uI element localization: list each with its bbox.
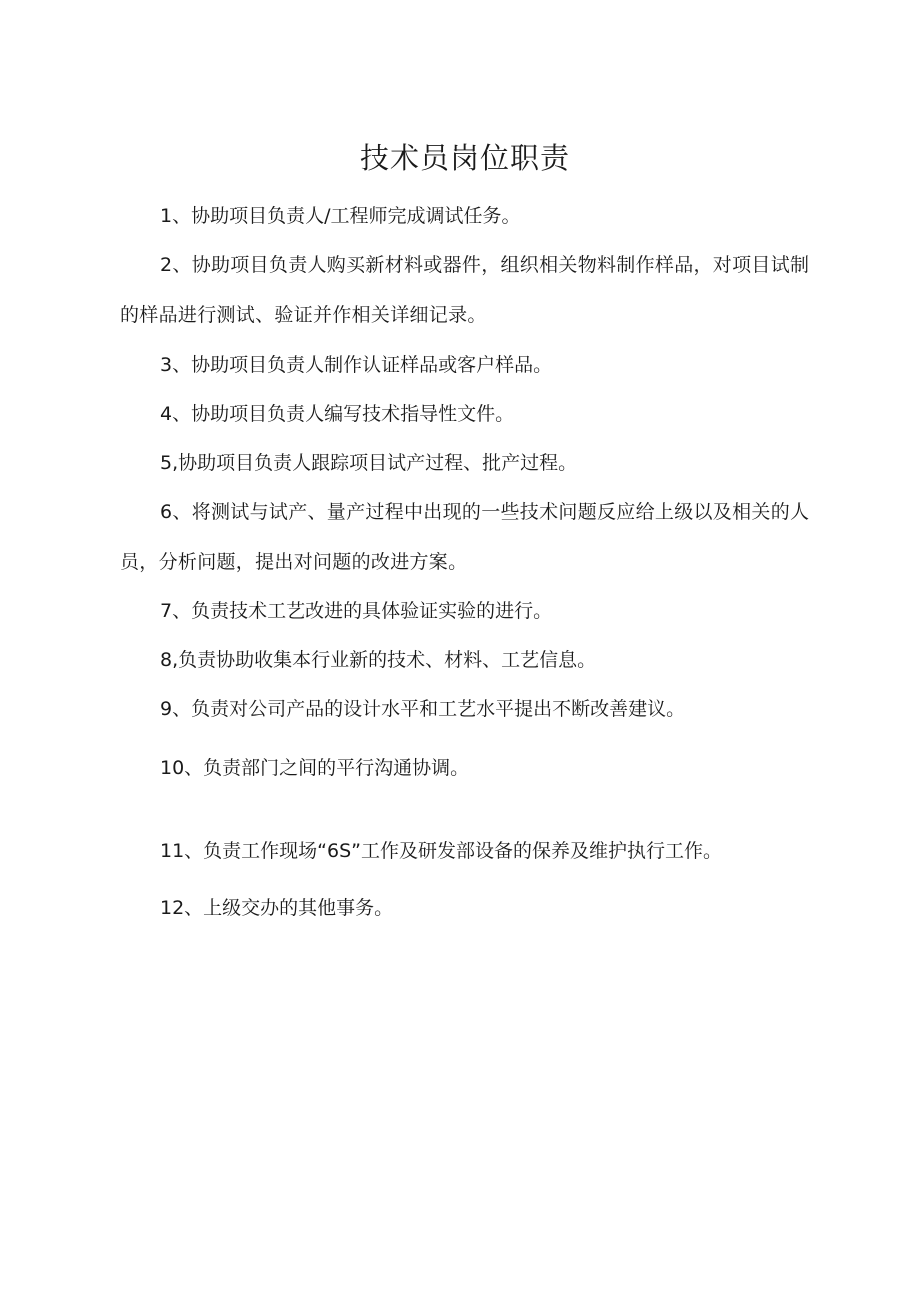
duty-item-3: 3、协助项目负责人制作认证样品或客户样品。 [160,354,553,376]
duty-item-6: 6、将测试与试产、量产过程中出现的一些技术问题反应给上级以及相关的人员，分析问题，提出对问题的改进方案。 [120,501,810,573]
duty-item-2: 2、协助项目负责人购买新材料或器件，组织相关物料制作样品，对项目试制的样品进行测试、验证并作相关详细记录。 [120,254,810,326]
duty-item-5: 5,协助项目负责人跟踪项目试产过程、批产过程。 [160,452,578,474]
duty-item-11: 11、负责工作现场“6S”工作及研发部设备的保养及维护执行工作。 [160,840,723,862]
duty-item-8: 8,负责协助收集本行业新的技术、材料、工艺信息。 [160,649,597,671]
duty-item-1: 1、协助项目负责人/工程师完成调试任务。 [160,205,521,227]
duty-item-4: 4、协助项目负责人编写技术指导性文件。 [160,403,515,425]
document-title: 技术员岗位职责 [359,141,570,175]
duty-item-9: 9、负责对公司产品的设计水平和工艺水平提出不断改善建议。 [160,698,686,720]
duty-item-12: 12、上级交办的其他事务。 [160,897,394,919]
duty-item-7: 7、负责技术工艺改进的具体验证实验的进行。 [160,600,553,622]
duty-item-10: 10、负责部门之间的平行沟通协调。 [160,757,470,779]
